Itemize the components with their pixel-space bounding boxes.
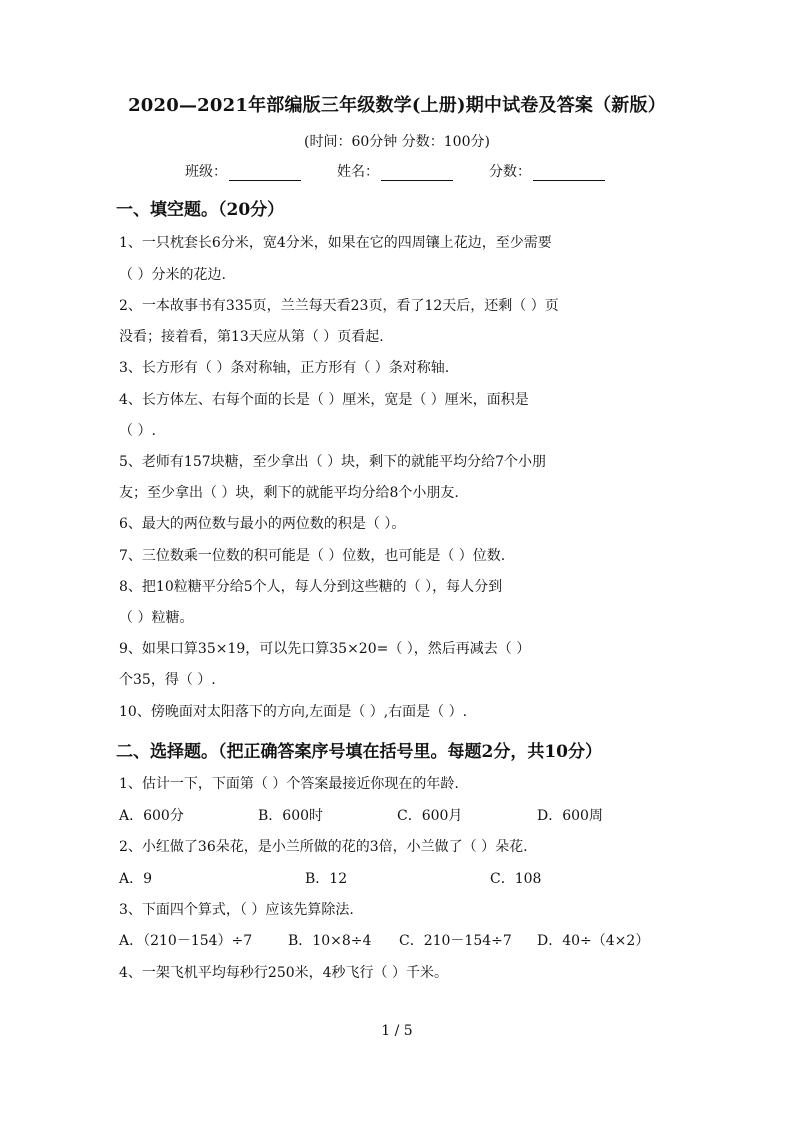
exam-subtitle: (时间：60分钟 分数：100分) (304, 134, 490, 150)
class-label: 班级： (185, 164, 227, 180)
question-line: （ ）分米的花边. (119, 267, 226, 283)
class-field (185, 161, 301, 181)
score-label: 分数： (489, 164, 531, 180)
question-line: （ ）. (119, 423, 156, 439)
name-label: 姓名： (337, 164, 379, 180)
option-c: C．108 (490, 871, 542, 887)
question-line: 10、傍晚面对太阳落下的方向,左面是（ ）,右面是（ ）. (119, 704, 468, 720)
option-d: D．40÷（4×2） (537, 933, 650, 949)
question-line: 8、把10粒糖平分给5个人，每人分到这些糖的（ ），每人分到 (119, 579, 503, 595)
score-field (489, 161, 605, 181)
question-line: 1、一只枕套长6分米，宽4分米，如果在它的四周镶上花边，至少需要 (119, 235, 552, 251)
section-1-heading: 一、填空题。（20分） (116, 200, 285, 220)
question-line: 4、长方体左、右每个面的长是（ ）厘米，宽是（ ）厘米，面积是 (119, 392, 529, 408)
question-line: 1、估计一下，下面第（ ）个答案最接近你现在的年龄. (119, 776, 459, 792)
option-a: A．9 (119, 871, 153, 887)
option-a: A．（210－154）÷7 (119, 933, 253, 949)
option-d: D．600周 (537, 808, 603, 824)
page-number: 1 / 5 (381, 1023, 413, 1039)
score-blank (533, 164, 605, 181)
question-line: 7、三位数乘一位数的积可能是（ ）位数，也可能是（ ）位数. (119, 548, 506, 564)
question-line: 2、一本故事书有335页，兰兰每天看23页，看了12天后，还剩（ ）页 (119, 298, 559, 314)
option-c: C．600月 (397, 808, 463, 824)
question-line: 3、长方形有（ ）条对称轴，正方形有（ ）条对称轴. (119, 360, 450, 376)
question-line: 5、老师有157块糖，至少拿出（ ）块，剩下的就能平均分给7个小朋 (119, 454, 546, 470)
option-a: A．600分 (119, 808, 184, 824)
option-b: B．12 (305, 871, 348, 887)
section-2-heading: 二、选择题。（把正确答案序号填在括号里。每题2分，共10分） (116, 742, 602, 762)
option-b: B．10×8÷4 (288, 933, 372, 949)
class-blank (229, 164, 301, 181)
question-line: 友；至少拿出（ ）块，剩下的就能平均分给8个小朋友. (119, 485, 459, 501)
question-line: 3、下面四个算式，（ ）应该先算除法. (119, 902, 354, 918)
question-line: 9、如果口算35×19，可以先口算35×20=（ ），然后再减去（ ） (119, 641, 531, 657)
option-b: B．600时 (258, 808, 324, 824)
option-c: C．210－154÷7 (399, 933, 512, 949)
question-line: 个35，得（ ）. (119, 672, 216, 688)
name-blank (381, 164, 453, 181)
question-line: 2、小红做了36朵花，是小兰所做的花的3倍，小兰做了（ ）朵花. (119, 839, 528, 855)
question-line: 4、一架飞机平均每秒行250米，4秒飞行（ ）千米。 (119, 965, 448, 981)
question-line: 6、最大的两位数与最小的两位数的积是（ ）。 (119, 516, 406, 532)
student-info-row (185, 161, 641, 181)
question-line: （ ）粒糖。 (119, 610, 194, 626)
name-field (337, 161, 453, 181)
exam-title: 2020—2021年部编版三年级数学(上册)期中试卷及答案（新版） (128, 95, 666, 116)
question-line: 没看；接着看，第13天应从第（ ）页看起. (119, 329, 384, 345)
